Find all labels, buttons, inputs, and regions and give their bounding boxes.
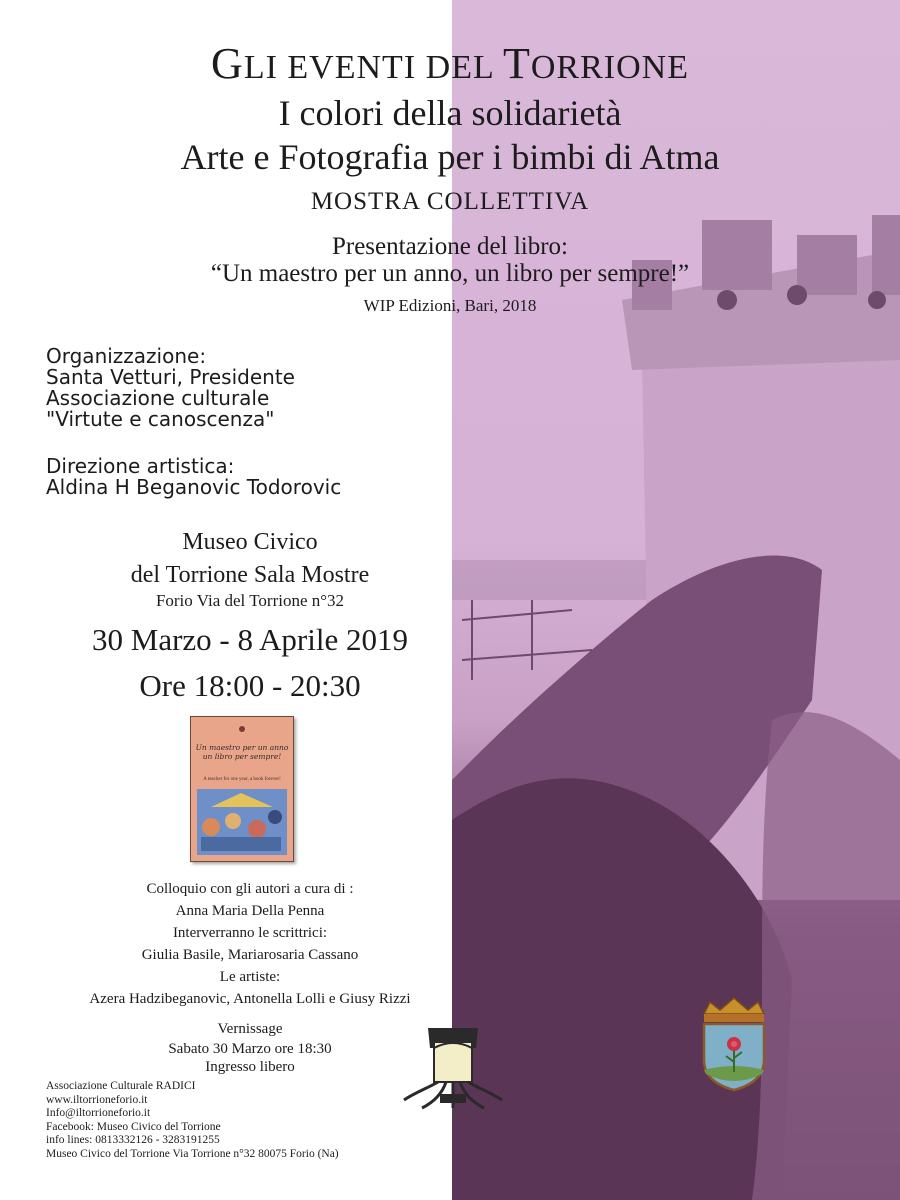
book-cover-image xyxy=(190,716,294,862)
direction-line: Aldina H Beganovic Todorovic xyxy=(46,475,342,499)
event-title: I colori della solidarietà xyxy=(278,93,622,133)
talk-line: Interverranno le scrittrici: xyxy=(172,925,328,941)
vernissage-line: Vernissage xyxy=(217,1021,283,1037)
organization-line: Associazione culturale xyxy=(46,386,270,410)
footer-line: Info@iltorrioneforio.it xyxy=(46,1107,151,1119)
footer-contacts xyxy=(46,1080,339,1161)
coat-of-arms-crest xyxy=(698,996,770,1092)
book-cover-subtitle: A teacher for one year, a book forever! xyxy=(203,777,281,782)
organization-line: "Virtute e canoscenza" xyxy=(46,407,275,431)
book-presentation-label: Presentazione del libro: xyxy=(331,233,569,260)
direction-line: Direzione artistica: xyxy=(46,454,235,478)
footer-line: Facebook: Museo Civico del Torrione xyxy=(46,1120,221,1133)
event-hours: Ore 18:00 - 20:30 xyxy=(139,668,361,703)
radici-tree-logo xyxy=(398,1008,508,1112)
book-cover-art xyxy=(191,717,293,861)
venue-name: Museo Civico xyxy=(182,529,318,555)
exhibition-type: MOSTRA COLLETTIVA xyxy=(310,188,590,215)
talk-line: Giulia Basile, Mariarosaria Cassano xyxy=(141,947,359,963)
event-series-title: GLI EVENTI DEL TORRIONE xyxy=(211,39,689,88)
footer-line: Museo Civico del Torrione Via Torrione n°32 80075 Forio (Na) xyxy=(46,1147,339,1160)
event-subtitle: Arte e Fotografia per i bimbi di Atma xyxy=(180,137,720,177)
talk-line: Colloquio con gli autori a cura di : xyxy=(146,881,354,897)
vernissage-line: Ingresso libero xyxy=(205,1059,295,1075)
event-dates: 30 Marzo - 8 Aprile 2019 xyxy=(92,622,408,657)
footer-line: www.iltorrioneforio.it xyxy=(46,1093,148,1106)
book-publisher: WIP Edizioni, Bari, 2018 xyxy=(363,296,537,315)
talk-block xyxy=(60,878,440,1010)
organization-line: Santa Vetturi, Presidente xyxy=(46,365,295,389)
talk-line: Le artiste: xyxy=(219,969,281,985)
organization-block xyxy=(46,346,295,430)
footer-line: Associazione Culturale RADICI xyxy=(46,1080,196,1092)
footer-line: info lines: 0813332126 - 3283191255 xyxy=(46,1134,220,1146)
tower-illustration xyxy=(452,0,900,1200)
venue-address: Forio Via del Torrione n°32 xyxy=(155,591,345,610)
venue-room: del Torrione Sala Mostre xyxy=(130,562,370,588)
artistic-direction-block xyxy=(46,456,341,498)
book-title: “Un maestro per un anno, un libro per sempre!” xyxy=(210,260,690,287)
tower-photo xyxy=(452,0,900,1200)
vernissage-line: Sabato 30 Marzo ore 18:30 xyxy=(168,1041,332,1057)
vernissage-block xyxy=(60,1018,440,1076)
talk-line: Anna Maria Della Penna xyxy=(175,903,325,919)
talk-line: Azera Hadzibeganovic, Antonella Lolli e Giusy Rizzi xyxy=(89,991,411,1007)
organization-line: Organizzazione: xyxy=(46,344,207,368)
book-cover-title: Un maestro per un anno un libro per sempre! xyxy=(195,743,289,761)
